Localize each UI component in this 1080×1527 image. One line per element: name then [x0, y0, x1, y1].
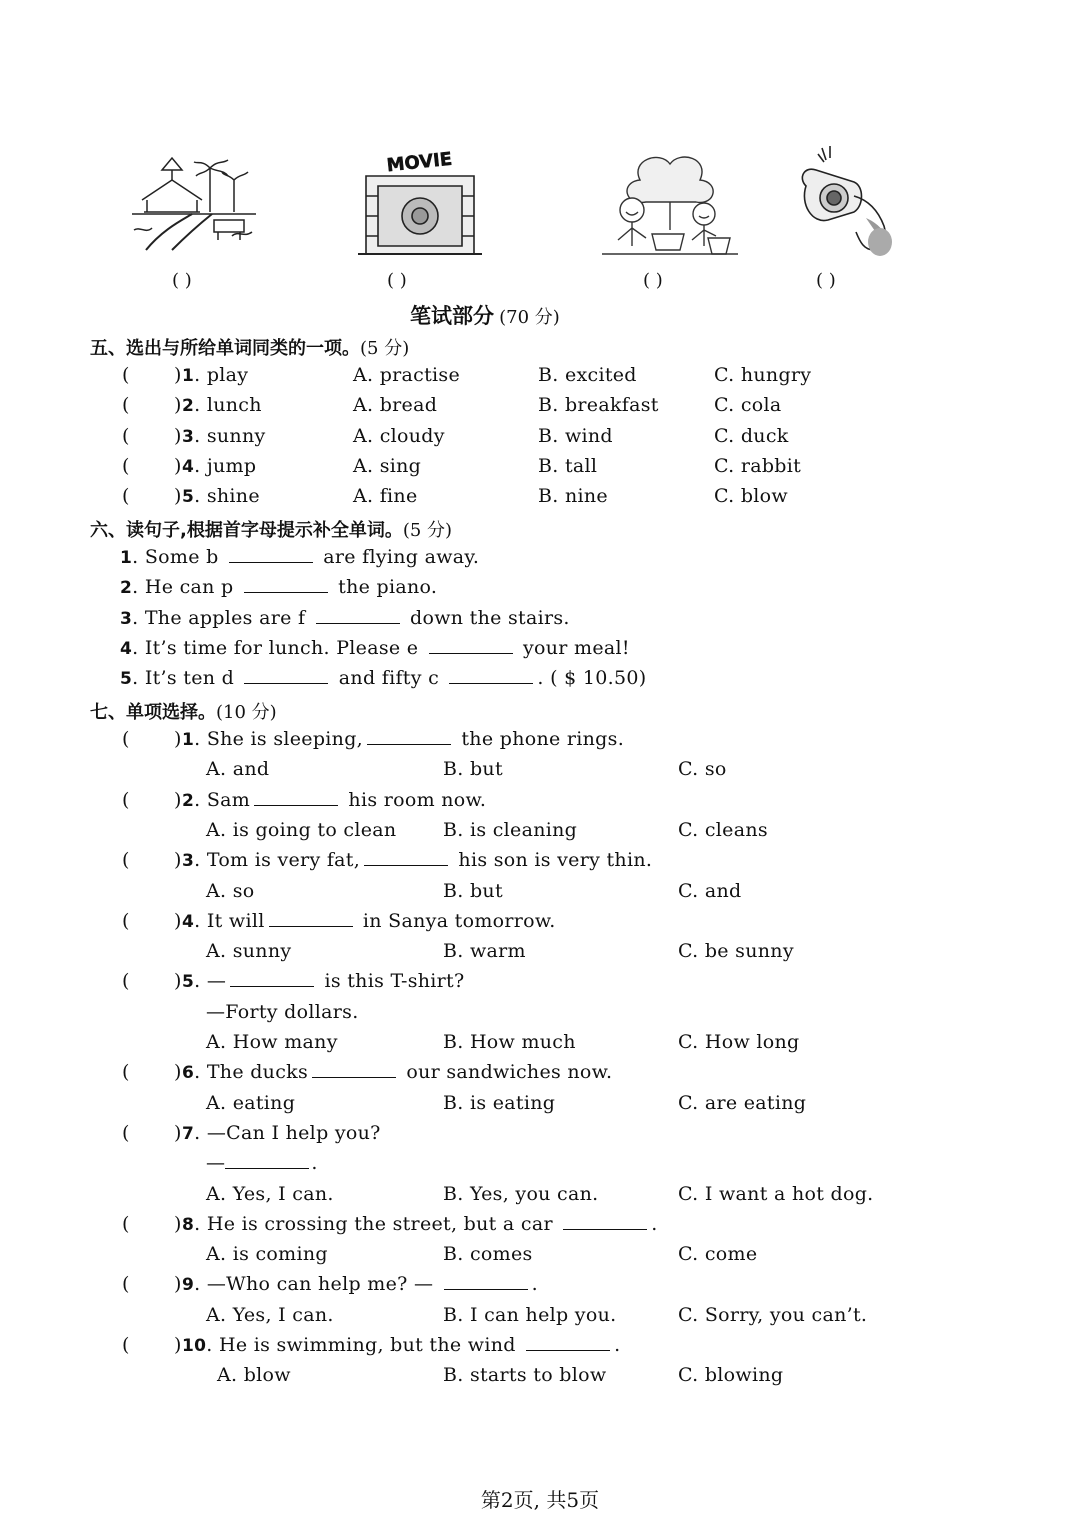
question-text: . The ducks — [194, 1061, 309, 1084]
answer-blank[interactable] — [230, 970, 314, 987]
sentence-part: . He can p — [132, 576, 240, 599]
choice-question — [182, 970, 464, 992]
answer-blank[interactable] — [229, 546, 313, 563]
section-6-points: (5 分) — [402, 520, 453, 541]
section-5-title: 五、选出与所给单词同类的一项。 — [90, 338, 360, 359]
question-number: 3 — [120, 608, 133, 629]
answer-paren-close[interactable]: ) — [174, 1334, 182, 1356]
picture-4-answer-paren[interactable]: ( ) — [816, 270, 836, 291]
question-text: . — — [194, 970, 227, 993]
question-number: 4 — [120, 638, 133, 659]
question-number: 2 — [120, 578, 133, 599]
option-a[interactable]: A. is coming — [206, 1243, 328, 1266]
option-b[interactable]: B. excited — [538, 364, 637, 386]
answer-paren-open[interactable]: ( — [122, 1334, 130, 1356]
question-text: . He is crossing the street, but a car — [194, 1212, 553, 1235]
question-text: . She is sleeping, — [194, 728, 364, 750]
option-c[interactable]: C. I want a hot dog. — [678, 1182, 874, 1205]
sentence-part: . It’s time for lunch. Please e — [132, 636, 425, 659]
section-6-heading — [90, 516, 452, 542]
option-a[interactable]: A. Yes, I can. — [206, 1303, 334, 1326]
picture-1-answer-paren[interactable]: ( ) — [172, 270, 192, 291]
question-number: 1 — [182, 730, 195, 750]
option-a[interactable]: A. How many — [206, 1031, 338, 1053]
written-part-heading — [410, 300, 560, 330]
response-dash: — — [206, 1152, 226, 1175]
movie-sign-text: MOVIE — [385, 148, 454, 177]
question-word — [182, 425, 266, 447]
option-b[interactable]: B. wind — [538, 424, 613, 447]
answer-paren-close[interactable]: ) — [174, 970, 182, 993]
movie-theater-picture — [358, 146, 482, 262]
option-c[interactable]: C. cola — [714, 394, 782, 417]
written-part-points: (70 分) — [499, 307, 560, 328]
answer-blank[interactable] — [316, 607, 400, 624]
answer-paren-close[interactable]: ) — [174, 424, 182, 447]
option-c[interactable]: C. How long — [678, 1031, 800, 1053]
fill-sentence — [120, 576, 437, 598]
question-text: . —Can I help you? — [194, 1121, 381, 1144]
option-b[interactable]: B. comes — [443, 1243, 533, 1266]
picture-2-answer-paren[interactable]: ( ) — [387, 270, 407, 291]
choice-question — [182, 849, 652, 871]
option-a[interactable]: A. sing — [353, 454, 422, 477]
choice-question — [182, 1122, 381, 1144]
written-part-title: 笔试部分 — [410, 304, 494, 328]
answer-paren-open[interactable]: ( — [122, 788, 130, 811]
question-text: . Tom is very fat, — [194, 849, 361, 872]
sentence-part: your meal! — [516, 636, 630, 659]
fill-sentence — [120, 607, 570, 629]
option-a[interactable]: A. is going to clean — [206, 818, 397, 841]
option-b[interactable]: B. nine — [538, 485, 608, 508]
option-c[interactable]: C. rabbit — [714, 454, 802, 477]
question-number: 1 — [120, 548, 133, 568]
question-text: . — [531, 1273, 538, 1296]
question-text: . jump — [194, 454, 257, 477]
option-a[interactable]: A. and — [206, 758, 270, 781]
answer-blank[interactable] — [367, 728, 451, 745]
answer-paren-close[interactable]: ) — [174, 1121, 182, 1144]
question-number: 10 — [182, 1336, 207, 1356]
option-a[interactable]: A. fine — [353, 485, 418, 508]
park-scene-picture — [132, 150, 256, 254]
option-a[interactable]: A. bread — [353, 394, 438, 417]
option-c[interactable]: C. come — [678, 1243, 758, 1266]
picnic-kids-picture — [600, 150, 740, 260]
camera-hand-picture — [794, 146, 894, 258]
option-a[interactable]: A. so — [206, 879, 255, 902]
question-word — [182, 485, 260, 507]
question-number: 5 — [120, 669, 133, 690]
fill-sentence — [120, 546, 479, 568]
answer-paren-close[interactable]: ) — [174, 849, 182, 872]
section-5-heading — [90, 334, 409, 360]
choice-question — [182, 1061, 612, 1083]
section-5-points: (5 分) — [360, 338, 410, 359]
answer-paren-close[interactable]: ) — [174, 728, 182, 750]
answer-blank[interactable] — [225, 1152, 309, 1169]
question-text: . He is swimming, but the wind — [206, 1334, 516, 1356]
question-number: 8 — [182, 1214, 195, 1235]
answer-blank[interactable] — [269, 910, 353, 927]
answer-blank[interactable] — [429, 637, 513, 654]
option-a[interactable]: A. eating — [206, 1091, 296, 1114]
option-b[interactable]: B. Yes, you can. — [443, 1182, 599, 1205]
question-number: 2 — [182, 396, 195, 417]
answer-paren-close[interactable]: ) — [174, 788, 182, 811]
sentence-part: . It’s ten d — [132, 667, 241, 690]
answer-paren-open[interactable]: ( — [122, 454, 130, 477]
question-text: . Sam — [194, 788, 251, 811]
option-c[interactable]: C. duck — [714, 424, 789, 447]
answer-paren-open[interactable]: ( — [122, 970, 130, 993]
response-line: —Forty dollars. — [206, 1000, 359, 1023]
section-6-title: 六、读句子,根据首字母提示补全单词。 — [90, 520, 403, 541]
choice-question — [182, 1213, 658, 1235]
question-number: 4 — [182, 456, 195, 477]
fill-sentence — [120, 637, 630, 659]
answer-paren-open[interactable]: ( — [122, 1212, 130, 1235]
question-number: 5 — [182, 487, 195, 508]
choice-question — [182, 789, 486, 811]
answer-paren-open[interactable]: ( — [122, 909, 130, 932]
question-number: 1 — [182, 366, 195, 386]
question-text: . — [614, 1334, 621, 1356]
option-a[interactable]: A. Yes, I can. — [206, 1182, 334, 1205]
question-text: . shine — [194, 485, 260, 508]
option-c[interactable]: C. are eating — [678, 1091, 807, 1114]
option-a[interactable]: A. cloudy — [353, 424, 445, 447]
question-text: his room now. — [342, 788, 487, 811]
option-a[interactable]: A. sunny — [206, 940, 292, 963]
question-number: 4 — [182, 911, 195, 932]
option-c[interactable]: C. hungry — [714, 364, 812, 386]
answer-blank[interactable] — [526, 1334, 610, 1351]
question-number: 7 — [182, 1123, 195, 1144]
option-b[interactable]: B. I can help you. — [443, 1303, 617, 1326]
option-c[interactable]: C. and — [678, 879, 742, 902]
answer-paren-open[interactable]: ( — [122, 364, 130, 386]
question-text: in Sanya tomorrow. — [356, 909, 556, 932]
question-text: . lunch — [194, 394, 262, 417]
answer-blank[interactable] — [563, 1213, 647, 1230]
option-c[interactable]: C. so — [678, 758, 727, 781]
question-text: . sunny — [194, 424, 266, 447]
answer-paren-open[interactable]: ( — [122, 1061, 130, 1084]
sentence-part: the piano. — [331, 576, 438, 599]
question-text: . play — [194, 364, 249, 386]
option-c[interactable]: C. blowing — [678, 1364, 784, 1387]
option-b[interactable]: B. starts to blow — [443, 1364, 607, 1387]
question-text — [553, 1213, 559, 1235]
question-text — [516, 1334, 522, 1356]
response-end: . — [311, 1152, 318, 1175]
sentence-part: . Some b — [132, 546, 225, 568]
answer-paren-open[interactable]: ( — [122, 1121, 130, 1144]
answer-paren-open[interactable]: ( — [122, 1273, 130, 1296]
sentence-part: . ( $ 10.50) — [537, 667, 647, 690]
question-number: 3 — [182, 426, 195, 447]
option-b[interactable]: B. but — [443, 879, 503, 902]
answer-paren-open[interactable]: ( — [122, 394, 130, 417]
answer-paren-close[interactable]: ) — [174, 1061, 182, 1084]
question-number: 3 — [182, 851, 195, 872]
answer-paren-close[interactable]: ) — [174, 1273, 182, 1296]
question-number: 6 — [182, 1063, 195, 1084]
option-a[interactable]: A. practise — [353, 364, 461, 386]
answer-blank[interactable] — [254, 789, 338, 806]
question-text: is this T-shirt? — [318, 970, 465, 993]
choice-question — [182, 728, 624, 750]
option-b[interactable]: B. warm — [443, 940, 526, 963]
answer-paren-close[interactable]: ) — [174, 364, 182, 386]
question-number: 9 — [182, 1275, 195, 1296]
question-number: 2 — [182, 790, 195, 811]
question-text — [433, 1273, 439, 1295]
section-7-points: (10 分) — [216, 702, 277, 723]
answer-paren-close[interactable]: ) — [174, 909, 182, 932]
choice-question — [182, 910, 556, 932]
sentence-part: are flying away. — [316, 546, 480, 568]
question-word — [182, 364, 248, 386]
question-text: our sandwiches now. — [400, 1061, 613, 1084]
question-text: . —Who can help me? — — [194, 1273, 434, 1296]
sentence-part: . The apples are f — [132, 606, 312, 629]
answer-blank[interactable] — [449, 667, 533, 684]
option-c[interactable]: C. cleans — [678, 818, 768, 841]
answer-paren-open[interactable]: ( — [122, 728, 130, 750]
option-b[interactable]: B. How much — [443, 1031, 576, 1053]
question-number: 5 — [182, 972, 195, 993]
answer-paren-close[interactable]: ) — [174, 454, 182, 477]
answer-paren-close[interactable]: ) — [174, 485, 182, 508]
answer-blank[interactable] — [244, 667, 328, 684]
option-b[interactable]: B. breakfast — [538, 394, 659, 417]
answer-blank[interactable] — [364, 849, 448, 866]
choice-question — [182, 1334, 620, 1356]
sentence-part: down the stairs. — [403, 606, 570, 629]
answer-paren-close[interactable]: ) — [174, 394, 182, 417]
page-footer: 第2页, 共5页 — [480, 1488, 600, 1512]
question-text: . It will — [194, 909, 265, 932]
answer-paren-open[interactable]: ( — [122, 485, 130, 508]
option-c[interactable]: C. Sorry, you can’t. — [678, 1303, 868, 1326]
option-b[interactable]: B. is eating — [443, 1091, 556, 1114]
option-b[interactable]: B. tall — [538, 454, 598, 477]
option-b[interactable]: B. but — [443, 758, 503, 781]
answer-blank[interactable] — [312, 1061, 396, 1078]
answer-paren-close[interactable]: ) — [174, 1212, 182, 1235]
option-b[interactable]: B. is cleaning — [443, 818, 578, 841]
question-text: . — [651, 1212, 658, 1235]
answer-blank[interactable] — [244, 576, 328, 593]
question-word — [182, 394, 262, 416]
picture-3-answer-paren[interactable]: ( ) — [643, 270, 663, 291]
option-c[interactable]: C. blow — [714, 485, 788, 508]
response-line — [206, 1152, 318, 1174]
option-a[interactable]: A. blow — [217, 1364, 291, 1387]
question-text: the phone rings. — [455, 728, 625, 750]
question-text: his son is very thin. — [452, 849, 653, 872]
answer-paren-open[interactable]: ( — [122, 849, 130, 872]
answer-paren-open[interactable]: ( — [122, 424, 130, 447]
question-word — [182, 455, 256, 477]
choice-question — [182, 1273, 538, 1295]
sentence-part: and fifty c — [332, 667, 446, 690]
answer-blank[interactable] — [444, 1273, 528, 1290]
section-7-title: 七、单项选择。 — [90, 702, 216, 723]
fill-sentence — [120, 667, 646, 689]
section-7-heading — [90, 698, 277, 724]
option-c[interactable]: C. be sunny — [678, 940, 794, 963]
